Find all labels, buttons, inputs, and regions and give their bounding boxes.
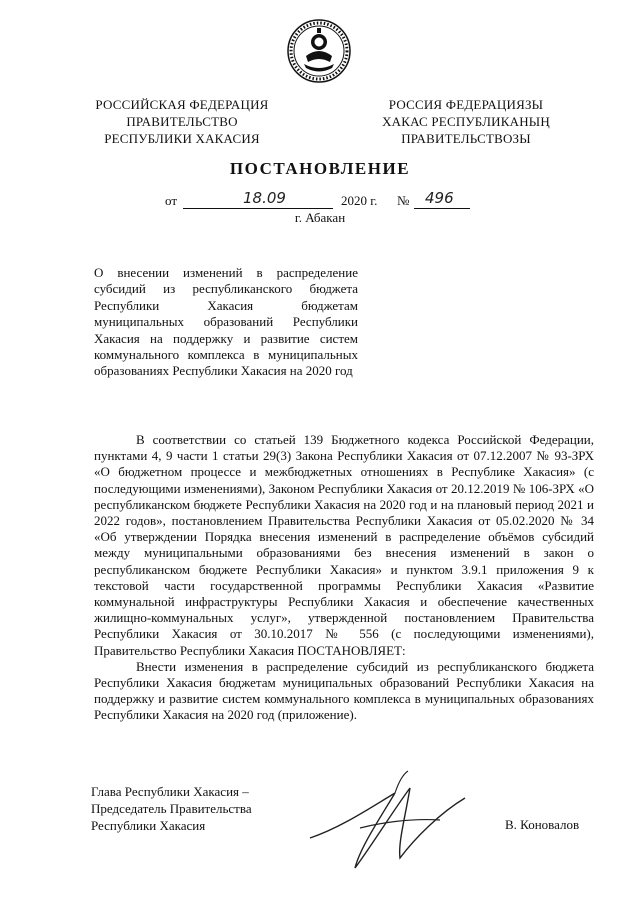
body-paragraph-2: Внести изменения в распределение субсидий из республиканского бюджета Республики Хакасия бюджетам муниципальных образований Республики Хакасия на поддержку и развитие систем коммунального комплекса в муниципальных образованиях Республики Хакасия на 2020 год (приложение). (94, 658, 594, 723)
header-right (368, 96, 564, 147)
document-title: ПОСТАНОВЛЕНИЕ (229, 159, 411, 178)
date-underline (183, 208, 333, 209)
header-right-line-3: ПРАВИТЕЛЬСТВОЗЫ (401, 131, 531, 146)
signatory-title-line-2: Председатель Правительства (91, 801, 252, 816)
header-right-line-2: ХАКАС РЕСПУБЛИКАНЫҢ (382, 114, 550, 129)
number-underline (414, 208, 470, 209)
number-handwritten: 496 (425, 189, 454, 207)
signatory-title-line-3: Республики Хакасия (91, 818, 206, 833)
header-left-line-1: РОССИЙСКАЯ ФЕДЕРАЦИЯ (95, 97, 269, 112)
document-body (94, 432, 594, 724)
body-paragraph-1: В соответствии со статьей 139 Бюджетного кодекса Российской Федерации, пунктами 4, 9 части 1 статьи 29(3) Закона Республики Хакасия от 07.12.2007 № 93-ЗРХ «О бюджетном процессе и межбюджетных отношениях в Республике Хакасия» (с последующими изменениями), Законом Республики Хакасия от 20.12.2019 № 106-ЗРХ «О республиканском бюджете Республики Хакасия на 2020 год и на плановый период 2021 и 2022 годов», постановлением Правительства Республики Хакасия от 05.02.2020 № 34 «Об утверждении Порядка внесения изменений в распределение объёмов субсидий между муниципальными образованиями без внесения изменений в закон о республиканском бюджете Республики Хакасия» и пунктом 3.9.1 приложения 9 к текстовой части государственной программы Республики Хакасия «Развитие коммунальной инфраструктуры Республики Хакасия и обеспечение качественных жилищно-коммунальных услуг», утвержденной постановлением Правительства Республики Хакасия от 30.10.2017 № 556 (с последующими изменениями), Правительство Республики Хакасия ПОСТАНОВЛЯЕТ: (94, 432, 594, 658)
header-left (84, 96, 280, 147)
year-text: 2020 г. (341, 193, 378, 208)
date-handwritten: 18.09 (243, 189, 286, 207)
header-left-line-3: РЕСПУБЛИКИ ХАКАСИЯ (104, 131, 260, 146)
header-left-line-2: ПРАВИТЕЛЬСТВО (126, 114, 238, 129)
city-line: г. Абакан (294, 210, 346, 225)
signatory-name: В. Коновалов (505, 817, 580, 832)
header-right-line-1: РОССИЯ ФЕДЕРАЦИЯЗЫ (388, 97, 544, 112)
handwritten-signature-icon (300, 768, 470, 878)
date-prefix: от (165, 193, 178, 208)
signatory-title-line-1: Глава Республики Хакасия – (91, 784, 249, 799)
number-sign: № (397, 193, 410, 208)
signatory-title (91, 783, 252, 834)
coat-of-arms-emblem-icon (286, 18, 352, 84)
document-subject: О внесении изменений в распределение субсидий из республиканского бюджета Республики Хакасия бюджетам муниципальных образований Республики Хакасия на поддержку и развитие систем коммунального комплекса в муниципальных образованиях Республики Хакасия на 2020 год (94, 265, 358, 379)
